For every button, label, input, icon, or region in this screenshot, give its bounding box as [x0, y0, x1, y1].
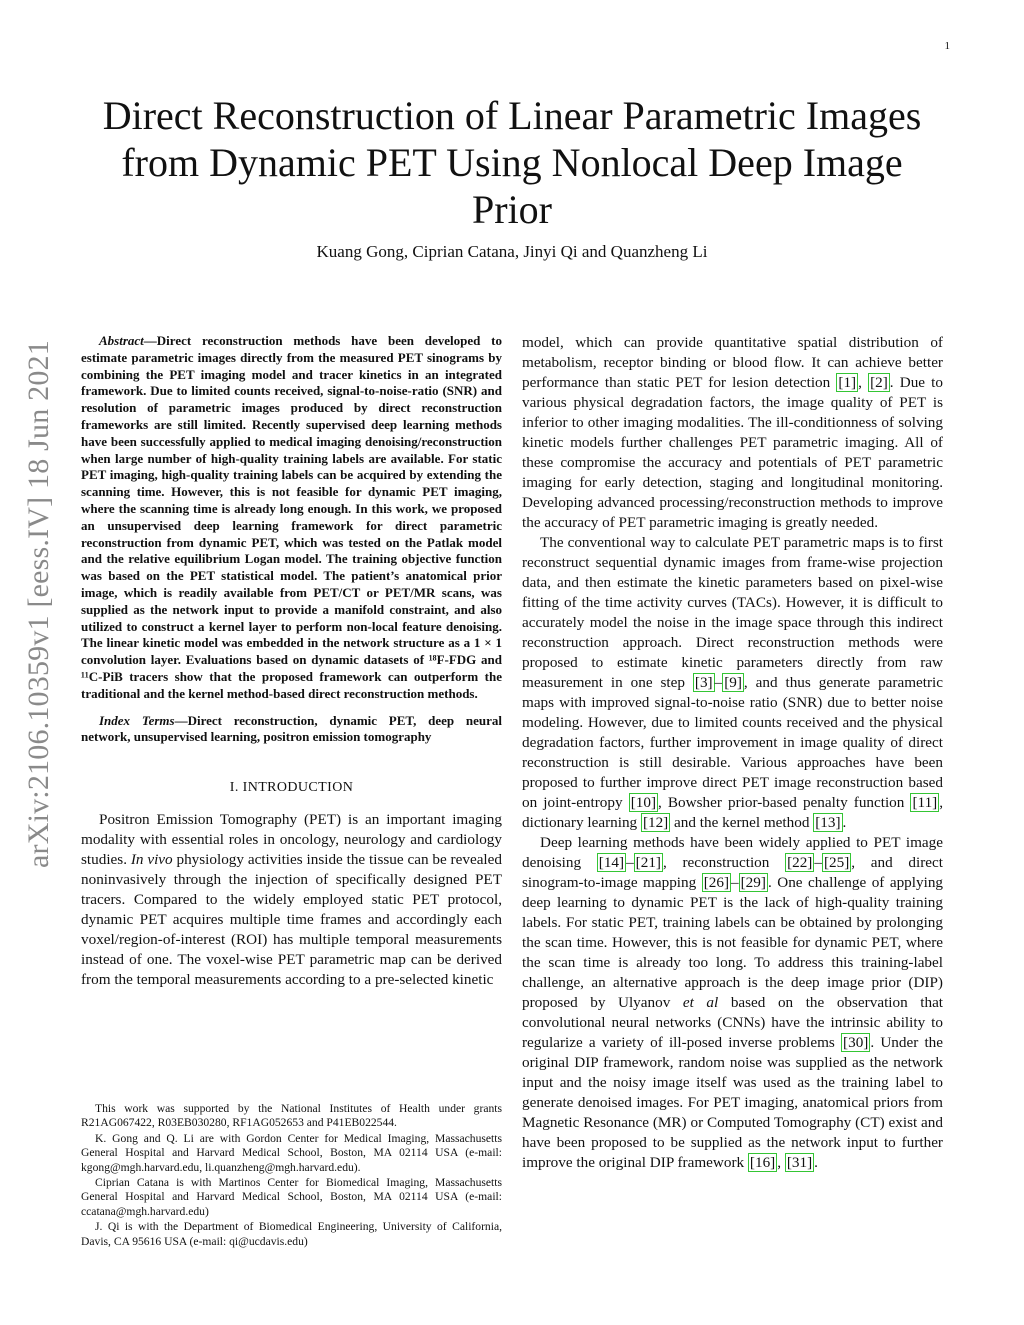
title-line: Direct Reconstruction of Linear Parametric Images [102, 93, 922, 138]
body-paragraph: The conventional way to calculate PET parametric maps is to first reconstruct sequential dynamic images from frame-wise projection data, and then estimate the kinetic parameters based on pixel-wise fitting of the time activity curves (TACs). However, it is difficult to accurately model the noise in the image space through this indirect reconstruction approach. Direct reconstruction methods were proposed to estimate kinetic parameters directly from raw measurement in one step [3] – [9] , and thus generate parametric maps with improved signal-to-noise ratio (SNR) due to better noise modeling. However, due to limited counts received and the physical degradation factors, further improvement in image quality of direct reconstruction is still desirable. Various approaches have been proposed to further improve direct PET image reconstruction based on joint-entropy [10] , Bowsher prior-based penalty function [11] , dictionary learning [12] and the kernel method [13] . [522, 534, 944, 831]
citation-link[interactable]: [2] [870, 374, 888, 391]
citation-link[interactable]: [10] [630, 794, 657, 811]
footnotes [81, 1102, 502, 1250]
citation-link[interactable]: [12] [642, 814, 669, 831]
citation-link[interactable]: [22] [787, 854, 813, 871]
body-text: , and thus generate parametric maps with improved signal-to-noise ratio (SNR) due to better noise modeling. However, due to limited counts received and the physical degradation factors, further improvement in image quality of direct reconstruction is still desirable. Various approaches have been proposed to further improve direct PET image reconstruction based on joint-entropy [522, 674, 944, 811]
section-heading: I. INTRODUCTION [229, 780, 354, 796]
citation-link[interactable]: [3] [694, 674, 713, 691]
index-terms-text: —Direct reconstruction, dynamic PET, deep neural network, unsupervised learning, positron emission tomography [81, 712, 503, 745]
footnote: J. Qi is with the Department of Biomedical Engineering, University of California, Davis, CA 95616 USA (e-mail: qi@ucdavis.edu) [81, 1220, 502, 1248]
citation-link[interactable]: [31] [786, 1154, 813, 1171]
body-paragraph: model, which can provide quantitative spatial distribution of metabolism, receptor binding or blood flow. It can achieve better performance than static PET for lesion detection [1] , [2] . Due to various physical degradation factors, the image quality of PET is inferior to other imaging modalities. The ill-conditionness of solving kinetic models further challenges PET parametric imaging. All of these compromise the accuracy and potentials of PET parametric imaging for early detection, staging and longitudinal monitoring. Developing advanced processing/reconstruction methods to improve the accuracy of PET parametric imaging is greatly needed. [522, 334, 944, 531]
body-emphasis: et al [682, 994, 719, 1011]
intro-paragraph [81, 810, 502, 990]
footnote: K. Gong and Q. Li are with Gordon Center for Medical Imaging, Massachusetts General Hospital and Harvard Medical School, Boston, MA 02114 USA (e-mail: kgong@mgh.harvard.edu, li.quanzheng@mgh.harvard.edu). [81, 1131, 502, 1174]
body-text: , and direct sinogram-to-image mapping [522, 854, 943, 891]
title-line: Prior [472, 187, 552, 232]
index-terms-label: Index Terms [99, 712, 175, 728]
citation-link[interactable]: [29] [740, 874, 766, 891]
index-terms [81, 713, 502, 747]
citation-link[interactable]: [16] [749, 1154, 776, 1171]
arxiv-stamp: arXiv:2106.10359v1 [eess.IV] 18 Jun 2021 [22, 340, 55, 868]
body-text: model, which can provide quantitative spatial distribution of metabolism, receptor binding or blood flow. It can achieve better performance than static PET for lesion detection [522, 334, 943, 391]
body-text: The conventional way to calculate PET parametric maps is to first reconstruct sequential dynamic images from frame-wise projection data, and then estimate the kinetic parameters based on pixel-wise fitting of the time activity curves (TACs). However, it is difficult to accurately model the noise in the image space through this indirect reconstruction approach. Direct reconstruction methods were proposed to estimate kinetic parameters directly from raw measurement in one step [522, 534, 943, 691]
citation-link[interactable]: [25] [823, 854, 850, 871]
intro-text: Positron Emission Tomography (PET) is an important imaging modality with essential roles in oncology, neurology and cardiology studies. [81, 811, 502, 869]
abstract-text: —Direct reconstruction methods have been developed to estimate parametric images directly from the measured PET sinograms by combining the PET imaging model and tracer kinetics in an integrated framework. Due to limited counts received, signal-to-noise-ratio (SNR) and resolution of parametric images produced by direct reconstruction frameworks are still limited. Recently supervised deep learning methods have been successfully applied to medical imaging denoising/reconstruction when large number of high-quality training labels are available. For static PET imaging, high-quality training labels can be acquired by extending the scanning time. However, this is not feasible for dynamic PET imaging, where the scanning time is already long enough. In this work, we proposed an unsupervised deep learning framework for direct parametric reconstruction from dynamic PET, which was tested on the Patlak model and the relative equilibrium Logan model. The training objective function was based on the PET statistical model. The patient’s anatomical prior image, which is readily available from PET/CT or PET/MR scans, was supplied as the network input to provide a manifold constraint, and also utilized to construct a kernel layer to perform non-local feature denoising. The linear kinetic model was embedded in the network structure as a 1 × 1 convolution layer. Evaluations based on dynamic datasets of ¹⁸F-FDG and ¹¹C-PiB tracers show that the proposed framework can outperform the traditional and the kernel method-based direct reconstruction methods. [81, 333, 502, 701]
citation-link[interactable]: [14] [598, 854, 625, 871]
citation-link[interactable]: [1] [838, 374, 857, 391]
body-text: and the kernel method [674, 814, 810, 831]
body-text: , Bowsher prior-based penalty function [658, 794, 905, 811]
citation-link[interactable]: [21] [635, 854, 661, 871]
abstract [81, 333, 502, 703]
body-text: . Under the original DIP framework, random noise was supplied as the network input and the noisy image itself was used as the training label to generate denoised images. For PET imaging, anatomical priors from Magnetic Resonance (MR) or Computed Tomography (CT) exist and have been proposed to be supplied as the network input to further improve the original DIP framework [522, 1034, 944, 1171]
footnote: This work was supported by the National Institutes of Health under grants R21AG067422, R03EB030280, RF1AG052653 and P41EB022544. [81, 1102, 502, 1130]
body-text: . Due to various physical degradation factors, the image quality of PET is inferior to other imaging modalities. The ill-conditionness of solving kinetic models further challenges PET parametric imaging. All of these compromise the accuracy and potentials of PET parametric imaging for early detection, staging and longitudinal monitoring. Developing advanced processing/reconstruction methods to improve the accuracy of PET parametric imaging is greatly needed. [522, 374, 944, 531]
body-text: Deep learning methods have been widely applied to PET image denoising [522, 834, 943, 871]
paper-title [82, 92, 942, 233]
body-paragraph: Deep learning methods have been widely applied to PET image denoising [14] – [21] , reconstruction [22] – [25] , and direct sinogram-to-image mapping [26] – [29] . One challenge of applying deep learning to dynamic PET is the lack of high-quality training labels. For static PET, training labels can be obtained by prolonging the scan time. However, this is not feasible for dynamic PET, where the scan time is already too long. To address this training-label challenge, an alternative approach is the deep image prior (DIP) proposed by Ulyanov et al based on the observation that convolutional neural networks (CNNs) have the intrinsic ability to regularize a variety of ill-posed inverse problems [30] . Under the original DIP framework, random noise was supplied as the network input and the noisy image itself was used as the training label to generate denoised images. For PET imaging, anatomical priors from Magnetic Resonance (MR) or Computed Tomography (CT) exist and have been proposed to be supplied as the network input to further improve the original DIP framework [16] , [31] . [522, 834, 944, 1171]
title-line: from Dynamic PET Using Nonlocal Deep Image [121, 140, 903, 185]
citation-link[interactable]: [9] [724, 674, 742, 691]
intro-emphasis: In vivo [130, 851, 173, 869]
left-column [81, 333, 502, 990]
intro-text: physiology activities inside the tissue can be revealed noninvasively through the injection of specifically designed PET tracers. Compared to the widely employed static PET protocol, dynamic PET acquires multiple time frames and accordingly each voxel/region-of-interest (ROI) has multiple temporal measurements instead of one. The voxel-wise PET parametric map can be derived from the temporal measurements according to a pre-selected kinetic [81, 851, 502, 989]
body-text: based on the observation that convolutional neural networks (CNNs) have the intrinsic ability to regularize a variety of ill-posed inverse problems [522, 994, 944, 1051]
citation-link[interactable]: [13] [815, 814, 841, 831]
citation-link[interactable]: [26] [703, 874, 730, 891]
right-column [522, 333, 943, 1173]
author-list: Kuang Gong, Ciprian Catana, Jinyi Qi and Quanzheng Li [316, 242, 708, 261]
footnote: Ciprian Catana is with Martinos Center for Biomedical Imaging, Massachusetts General Hospital and Harvard Medical School, Boston, MA 02114 USA (e-mail: ccatana@mgh.harvard.edu) [81, 1176, 502, 1218]
citation-link[interactable]: [30] [843, 1034, 869, 1051]
body-text: , reconstruction [662, 854, 770, 871]
citation-link[interactable]: [11] [912, 794, 938, 811]
page-number: 1 [944, 40, 950, 52]
body-text: . One challenge of applying deep learning to dynamic PET is the lack of high-quality training labels. For static PET, training labels can be obtained by prolonging the scan time. However, this is not feasible for dynamic PET, where the scan time is already too long. To address this training-label challenge, an alternative approach is the deep image prior (DIP) proposed by Ulyanov [522, 874, 944, 1011]
body-text: , dictionary learning [522, 794, 944, 831]
abstract-label: Abstract [99, 333, 144, 348]
